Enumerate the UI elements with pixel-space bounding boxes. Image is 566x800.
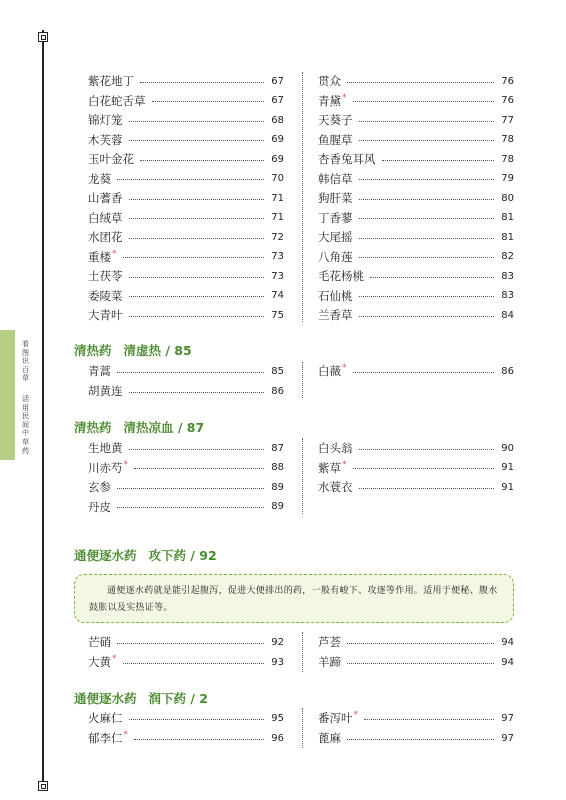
dotted-leader	[359, 449, 495, 450]
entry-page-number: 76	[501, 95, 514, 106]
entry-herb-name: 番泻叶	[318, 711, 353, 725]
entry-star-mark: *	[112, 248, 117, 259]
toc-entry[interactable]	[318, 92, 514, 110]
entry-herb-name: 紫花地丁	[88, 74, 134, 88]
entry-page-number: 88	[271, 462, 284, 473]
dotted-leader	[152, 101, 265, 102]
entry-page-number: 84	[501, 309, 514, 321]
dotted-leader	[370, 277, 494, 278]
entry-herb-name: 木芙蓉	[88, 132, 123, 147]
toc-entry[interactable]	[318, 267, 514, 285]
entry-page-number: 74	[271, 290, 284, 301]
dotted-leader	[129, 392, 265, 393]
entry-page-number: 94	[501, 636, 514, 648]
entry-herb-name: 鱼腥草	[318, 132, 353, 147]
entry-herb-name: 玉叶金花	[88, 152, 134, 166]
side-label-char: 看	[22, 340, 29, 348]
entry-star-mark: *	[353, 710, 358, 720]
dotted-leader	[359, 179, 495, 180]
entry-herb-name: 石仙桃	[318, 288, 353, 303]
entry-herb-name: 胡黄连	[88, 384, 123, 398]
dotted-leader	[134, 468, 264, 469]
toc-entry[interactable]	[88, 72, 284, 90]
entry-herb-name: 毛花杨桃	[318, 269, 364, 283]
section-title-subcategory: 清虚热 / 85	[123, 343, 192, 358]
dotted-leader	[117, 643, 264, 644]
toc-entry[interactable]	[88, 306, 284, 324]
entry-herb-name: 龙葵	[88, 171, 111, 186]
toc-entry[interactable]	[318, 459, 514, 477]
dotted-leader	[359, 257, 495, 258]
toc-entry[interactable]	[88, 131, 284, 149]
dotted-leader	[359, 199, 495, 200]
entry-herb-name: 火麻仁	[88, 711, 123, 725]
entry-herb-name: 重楼	[88, 249, 111, 264]
dotted-leader	[359, 296, 495, 297]
toc-entry[interactable]	[88, 382, 284, 400]
toc-entry[interactable]	[88, 478, 284, 496]
toc-entry[interactable]	[88, 209, 284, 227]
entry-herb-name: 兰香草	[318, 308, 353, 322]
side-label-char: 用	[22, 403, 29, 412]
entry-page-number: 78	[501, 134, 514, 145]
entry-herb-name: 芦荟	[318, 635, 341, 649]
entry-page-number: 94	[501, 656, 514, 668]
side-label-char: 活	[22, 394, 29, 403]
entry-herb-name: 委陵菜	[88, 288, 123, 303]
section-title-laxative	[74, 689, 208, 707]
toc-entry[interactable]	[88, 189, 284, 207]
section-title-clear-deficiency-heat	[74, 341, 192, 359]
column-divider	[302, 438, 303, 514]
entry-page-number: 73	[271, 270, 284, 282]
entry-star-mark: *	[342, 363, 347, 373]
dotted-leader	[129, 449, 265, 450]
side-label-char: 草	[22, 437, 29, 446]
entry-herb-name: 大尾摇	[318, 230, 353, 244]
entry-page-number: 75	[271, 309, 284, 321]
toc-entry[interactable]	[88, 267, 284, 285]
dotted-leader	[353, 468, 495, 469]
entry-herb-name: 大黄	[88, 655, 111, 669]
side-label-char: 草	[22, 374, 29, 383]
toc-entry[interactable]	[318, 170, 514, 188]
entry-herb-name: 白薇	[318, 364, 341, 378]
toc-entry[interactable]	[318, 189, 514, 207]
dotted-leader	[123, 663, 265, 664]
toc-entry[interactable]	[88, 653, 284, 671]
entry-herb-name: 蓖麻	[318, 731, 341, 745]
toc-entry[interactable]	[318, 439, 514, 457]
side-color-tab	[0, 330, 15, 460]
toc-entry[interactable]	[88, 92, 284, 110]
entry-herb-name: 郁李仁	[88, 731, 123, 745]
dotted-leader	[129, 218, 265, 219]
dotted-leader	[359, 488, 495, 489]
dotted-leader	[347, 82, 494, 83]
entry-herb-name: 杏香兔耳风	[318, 152, 376, 166]
entry-page-number: 89	[271, 481, 284, 493]
entry-star-mark: *	[342, 459, 347, 470]
entry-herb-name: 紫草	[318, 460, 341, 475]
section-title-category: 清热药	[74, 343, 112, 358]
entry-herb-name: 水蓑衣	[318, 480, 353, 494]
entry-page-number: 71	[271, 212, 284, 223]
entry-herb-name: 生地黄	[88, 441, 123, 455]
side-label-char: 图	[22, 348, 29, 357]
section-title-category: 通便逐水药	[74, 548, 137, 563]
dotted-leader	[129, 140, 265, 141]
entry-page-number: 82	[501, 251, 514, 262]
dotted-leader	[129, 316, 265, 317]
column-divider	[302, 362, 303, 398]
toc-entry[interactable]	[318, 209, 514, 227]
border-ornament-bottom	[38, 781, 48, 791]
toc-entry[interactable]	[88, 228, 284, 246]
side-label-char: 间	[22, 420, 29, 429]
side-book-title	[22, 340, 32, 455]
entry-star-mark: *	[112, 654, 117, 664]
entry-herb-name: 韩信草	[318, 171, 353, 186]
entry-herb-name: 白头翁	[318, 441, 353, 455]
entry-page-number: 73	[271, 251, 284, 262]
entry-page-number: 81	[501, 212, 514, 223]
toc-entry[interactable]	[318, 131, 514, 149]
dotted-leader	[359, 121, 495, 122]
entry-herb-name: 大青叶	[88, 308, 123, 322]
entry-page-number: 67	[271, 75, 284, 87]
entry-page-number: 95	[271, 712, 284, 724]
dotted-leader	[364, 719, 494, 720]
dotted-leader	[382, 160, 495, 161]
side-label-char: 民	[22, 412, 29, 421]
column-divider	[302, 632, 303, 672]
entry-page-number: 83	[501, 270, 514, 282]
entry-page-number: 97	[501, 712, 514, 724]
entry-herb-name: 玄参	[88, 480, 111, 494]
entry-page-number: 97	[501, 732, 514, 744]
dotted-leader	[359, 238, 495, 239]
entry-page-number: 87	[271, 442, 284, 454]
toc-entry[interactable]	[88, 439, 284, 457]
column-divider	[302, 72, 303, 322]
entry-herb-name: 狗肝菜	[318, 191, 353, 205]
entry-herb-name: 天葵子	[318, 113, 353, 127]
entry-page-number: 92	[271, 636, 284, 648]
entry-star-mark: *	[342, 92, 347, 103]
entry-page-number: 79	[501, 173, 514, 184]
toc-entry[interactable]	[318, 633, 514, 651]
entry-herb-name: 贯众	[318, 74, 341, 88]
dotted-leader	[129, 238, 265, 239]
entry-page-number: 80	[501, 192, 514, 204]
dotted-leader	[353, 372, 495, 373]
entry-page-number: 86	[271, 385, 284, 397]
dotted-leader	[347, 643, 494, 644]
toc-entry[interactable]	[318, 111, 514, 129]
section-title-subcategory: 攻下药 / 92	[148, 548, 217, 563]
dotted-leader	[117, 179, 264, 180]
entry-page-number: 69	[271, 153, 284, 165]
dotted-leader	[359, 140, 495, 141]
toc-entry[interactable]	[318, 362, 514, 380]
dotted-leader	[347, 739, 494, 740]
dotted-leader	[359, 218, 495, 219]
dotted-leader	[117, 488, 264, 489]
toc-entry[interactable]	[88, 111, 284, 129]
toc-entry[interactable]	[88, 248, 284, 266]
entry-page-number: 70	[271, 173, 284, 184]
column-divider	[302, 708, 303, 748]
dotted-leader	[347, 663, 494, 664]
side-label-char: 药	[22, 446, 29, 455]
entry-herb-name: 丁香蓼	[318, 210, 353, 225]
side-label-char: 百	[22, 365, 29, 374]
toc-entry[interactable]	[88, 729, 284, 747]
toc-entry[interactable]	[318, 306, 514, 324]
entry-page-number: 71	[271, 192, 284, 204]
entry-page-number: 67	[271, 95, 284, 106]
section-title-subcategory: 润下药 / 2	[148, 691, 208, 706]
toc-entry[interactable]	[88, 633, 284, 651]
side-label-char: 识	[22, 357, 29, 366]
entry-page-number: 91	[501, 462, 514, 473]
entry-page-number: 76	[501, 75, 514, 87]
toc-entry[interactable]	[88, 362, 284, 380]
dotted-leader	[129, 296, 265, 297]
section-title-category: 清热药	[74, 420, 112, 435]
entry-page-number: 69	[271, 134, 284, 145]
entry-herb-name: 土茯苓	[88, 269, 123, 283]
entry-page-number: 86	[501, 365, 514, 377]
section-description-box: 通便逐水药就是能引起腹泻，促进大便排出的药，一般有峻下、攻逐等作用。适用于便秘、腹水鼓胀以及实热证等。	[74, 574, 514, 623]
toc-entry[interactable]	[318, 287, 514, 305]
dotted-leader	[353, 101, 495, 102]
toc-entry[interactable]	[318, 150, 514, 168]
border-ornament-top	[38, 32, 48, 42]
toc-entry[interactable]	[88, 459, 284, 477]
dotted-leader	[117, 507, 264, 508]
dotted-leader	[140, 82, 264, 83]
dotted-leader	[129, 121, 265, 122]
toc-entry[interactable]	[318, 653, 514, 671]
toc-entry[interactable]	[88, 170, 284, 188]
toc-entry[interactable]	[318, 228, 514, 246]
entry-page-number: 72	[271, 231, 284, 243]
page-border-line	[42, 30, 44, 790]
entry-page-number: 90	[501, 442, 514, 454]
entry-herb-name: 山蓍香	[88, 191, 123, 205]
entry-page-number: 81	[501, 231, 514, 243]
entry-herb-name: 青蒿	[88, 364, 111, 378]
entry-star-mark: *	[123, 730, 128, 740]
entry-herb-name: 青黛	[318, 93, 341, 108]
dotted-leader	[140, 160, 264, 161]
section-title-purgative	[74, 546, 217, 564]
toc-entry[interactable]	[318, 729, 514, 747]
entry-page-number: 96	[271, 732, 284, 744]
toc-entry[interactable]	[318, 248, 514, 266]
entry-page-number: 85	[271, 365, 284, 377]
entry-herb-name: 八角莲	[318, 249, 353, 264]
toc-entry[interactable]	[318, 709, 514, 727]
entry-page-number: 91	[501, 481, 514, 493]
entry-herb-name: 川赤芍	[88, 460, 123, 475]
entry-page-number: 83	[501, 290, 514, 301]
dotted-leader	[359, 316, 495, 317]
entry-star-mark: *	[123, 459, 128, 470]
section-title-category: 通便逐水药	[74, 691, 137, 706]
side-label-char: 中	[22, 429, 29, 438]
entry-page-number: 68	[271, 114, 284, 126]
toc-entry[interactable]	[88, 498, 284, 516]
entry-herb-name: 芒硝	[88, 635, 111, 649]
toc-entry[interactable]	[318, 72, 514, 90]
section-title-cool-blood	[74, 418, 204, 436]
toc-entry[interactable]	[88, 150, 284, 168]
dotted-leader	[117, 372, 264, 373]
dotted-leader	[123, 257, 265, 258]
dotted-leader	[129, 277, 265, 278]
section-title-subcategory: 清热凉血 / 87	[123, 420, 205, 435]
entry-page-number: 89	[271, 501, 284, 512]
dotted-leader	[134, 739, 264, 740]
entry-herb-name: 锦灯笼	[88, 113, 123, 127]
entry-herb-name: 水团花	[88, 230, 123, 244]
dotted-leader	[129, 719, 265, 720]
toc-entry[interactable]	[318, 478, 514, 496]
entry-herb-name: 羊蹄	[318, 655, 341, 669]
entry-herb-name: 丹皮	[88, 499, 111, 514]
dotted-leader	[129, 199, 265, 200]
toc-entry[interactable]	[88, 709, 284, 727]
entry-herb-name: 白绒草	[88, 210, 123, 225]
entry-page-number: 93	[271, 656, 284, 668]
toc-entry[interactable]	[88, 287, 284, 305]
entry-page-number: 78	[501, 153, 514, 165]
entry-herb-name: 白花蛇舌草	[88, 93, 146, 108]
entry-page-number: 77	[501, 114, 514, 126]
